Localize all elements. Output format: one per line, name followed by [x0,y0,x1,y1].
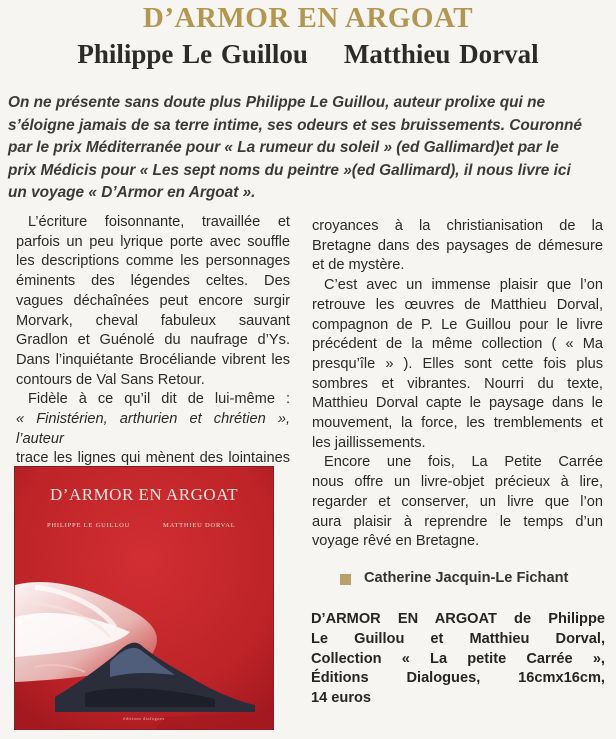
body-line: les descriptions comme les personnages [16,253,290,270]
body-line: aura plaisir à reprendre le temps d’un [312,513,603,530]
body-line: presqu’île » ). Elles sont cette fois plus [312,355,603,372]
body-line: parfois un peu lyrique porte avec souffle [16,233,290,250]
body-line: C’est avec un immense plaisir que l’on [324,277,603,294]
body-line: vagues déchaînées peut encore surgir [16,292,290,309]
body-line: trace les lignes qui mènent des lointaines [16,450,290,467]
reference-line: Le Guillou et Matthieu Dorval, [311,630,605,647]
cover-title: D’ARMOR EN ARGOAT [50,485,238,504]
body-line: compagnon de P. Le Guillou pour le livre [312,316,603,333]
body-line: regarder et conserver, un livre que l’on [312,493,603,510]
book-reference [311,610,605,709]
cover-author: PHILIPPE LE GUILLOU [47,522,131,529]
left-column [16,213,290,469]
cover-publisher: éditions dialogues [123,716,165,721]
body-line: Matthieu Dorval capte le paysage dans le [312,395,603,412]
body-line: sombres et vibrantes. Nourri du texte, [312,375,603,392]
body-line: Fidèle à ce qu’il dit de lui-même : [28,391,290,408]
body-line: L’écriture foisonnante, travaillée et [28,214,290,230]
cover-author: MATTHIEU DORVAL [163,522,236,529]
right-column [312,217,603,552]
body-line: « Finistérien, arthurien et chrétien », l’auteur [16,411,290,447]
author-name: Philippe Le Guillou [77,39,308,69]
intro-line: On ne présente sans doute plus Philippe Le Guillou, auteur prolixe qui ne [8,94,546,111]
body-line: Bretagne dans des paysages de démesure [312,237,603,254]
body-line: croyances à la christianisation de la [312,218,603,234]
body-line: nous offre un livre-objet précieux à lire, [312,474,603,491]
body-line: précédent de la même collection ( « Ma [312,336,603,353]
reference-line: 14 euros [311,690,372,707]
article-authors [0,37,616,71]
body-line: Morvark, cheval fabuleux sauvant [16,312,290,329]
author-name: Matthieu Dorval [343,39,539,69]
body-line: mouvement, la force, les tremblements et [312,415,603,432]
reference-line: Collection « La petite Carrée », [311,650,605,667]
intro-line: par le prix Méditerranée pour « La rumeur du soleil » (ed Gallimard)et par le [8,139,559,156]
intro-line: un voyage « D’Armor en Argoat ». [8,184,256,201]
intro-paragraph [8,92,608,205]
cover-artwork [15,467,273,729]
body-line: Gradlon et Guénolé du naufrage d’Ys. [16,332,290,349]
bullet-square-icon [340,574,351,585]
body-line: Dans l’inquiétante Brocéliande vibrent les [16,351,290,368]
intro-line: prix Médicis pour « Les sept noms du peintre »(ed Gallimard), il nous livre ici [8,161,571,179]
body-line: retrouve les œuvres de Matthieu Dorval, [312,296,603,313]
body-line: Encore une fois, La Petite Carrée [324,454,603,471]
intro-line: s’éloigne jamais de sa terre intime, ses odeurs et ses bruissements. Couronné [8,116,582,134]
book-cover-image [14,466,274,730]
body-line: et de mystère. [312,257,405,274]
reference-line: D’ARMOR EN ARGOAT de Philippe [311,611,605,627]
body-line: voyage rêvé en Bretagne. [312,533,480,550]
article-signature: Catherine Jacquin-Le Fichant [364,570,569,586]
article-title: D’ARMOR EN ARGOAT [142,2,474,34]
body-line: éminents des légendes celtes. Des [16,273,290,290]
reference-line: Éditions Dialogues, 16cmx16cm, [311,670,605,687]
body-line: les jaillissements. [312,434,426,451]
body-line: contours de Val Sans Retour. [16,371,205,388]
